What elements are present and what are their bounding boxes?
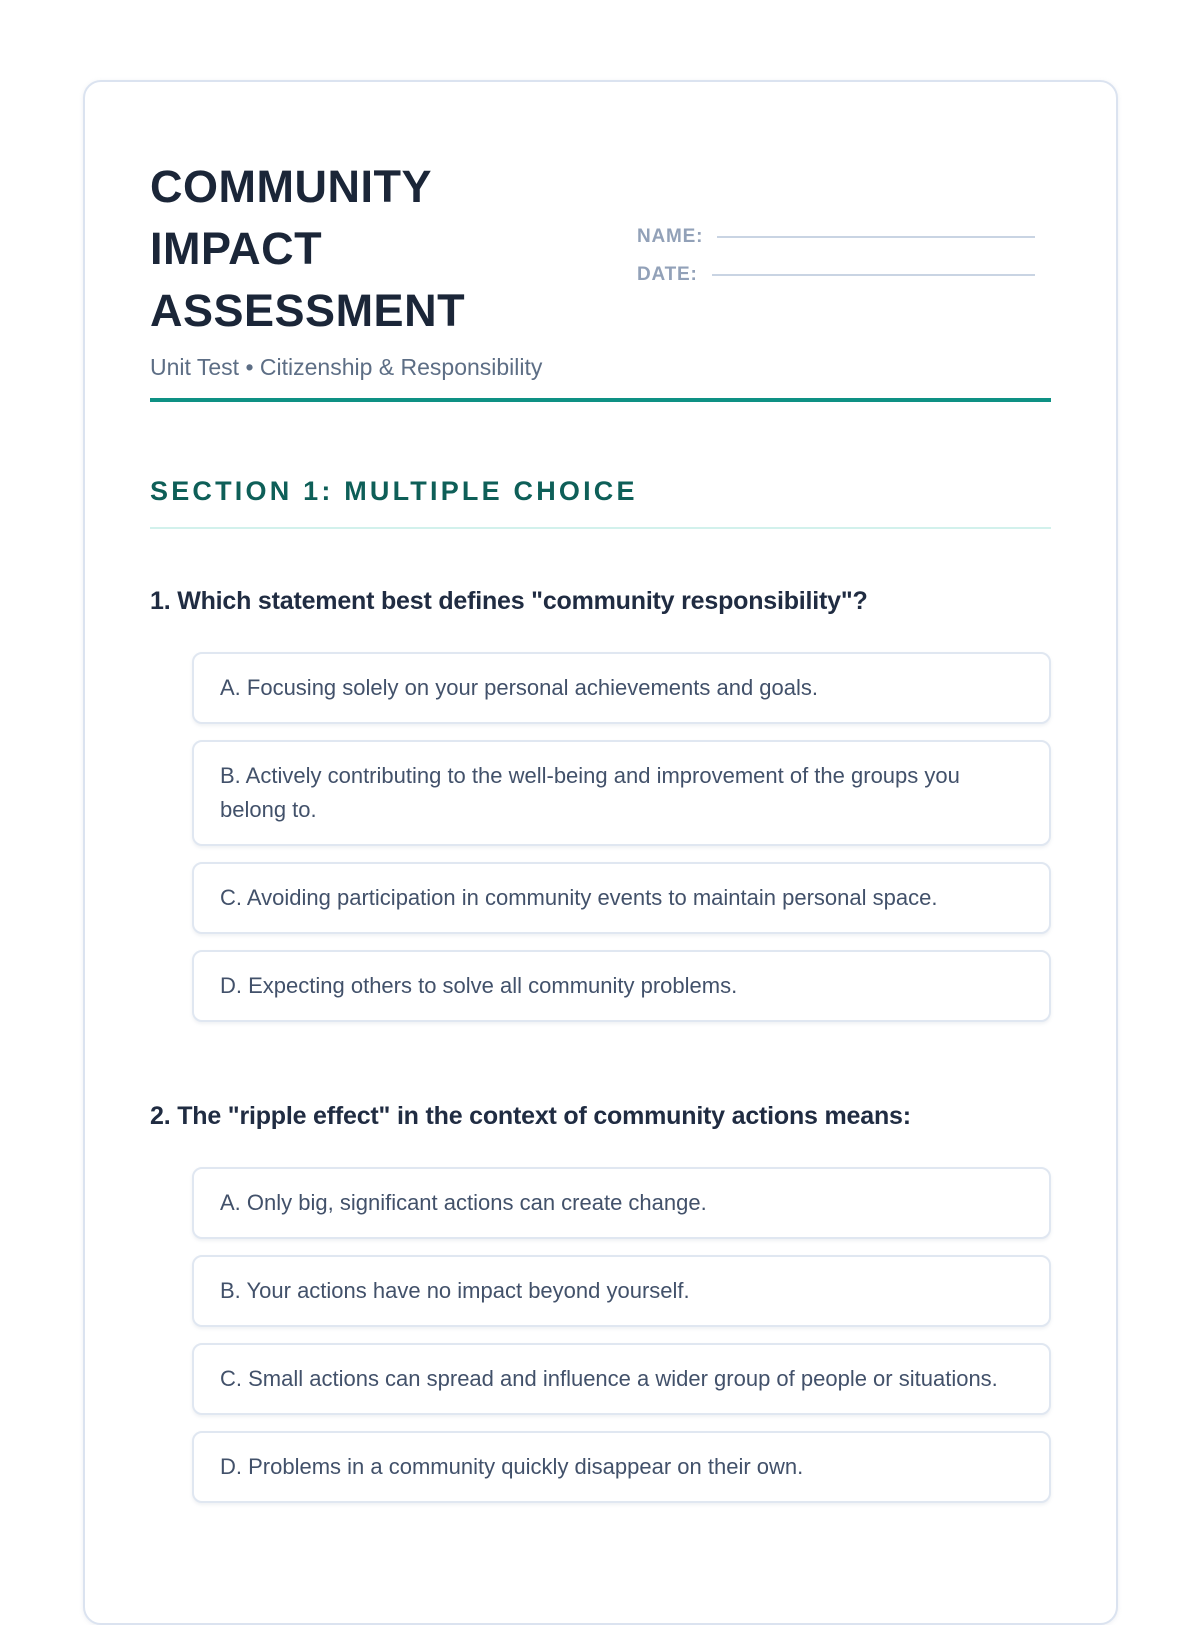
- date-label: DATE:: [637, 264, 698, 285]
- name-field-row: [637, 224, 1035, 250]
- question-title: 1. Which statement best defines "community responsibility"?: [150, 587, 868, 615]
- header-divider: [150, 398, 1051, 402]
- question-block: [150, 587, 1051, 1022]
- section-underline: [150, 527, 1051, 529]
- answer-option[interactable]: A. Only big, significant actions can create change.: [192, 1167, 1051, 1239]
- answer-option[interactable]: D. Expecting others to solve all community problems.: [192, 950, 1051, 1022]
- page-subtitle: Unit Test • Citizenship & Responsibility: [150, 354, 543, 380]
- date-input-line[interactable]: [712, 274, 1035, 276]
- answer-option[interactable]: B. Actively contributing to the well-being and improvement of the groups you belong to.: [192, 740, 1051, 846]
- answer-option[interactable]: D. Problems in a community quickly disappear on their own.: [192, 1431, 1051, 1503]
- date-field-row: [637, 262, 1035, 288]
- options-list: [192, 1167, 1051, 1503]
- question-block: [150, 1102, 1051, 1503]
- title-block: [150, 156, 610, 382]
- worksheet-card: [83, 80, 1118, 1625]
- name-date-block: [637, 156, 1035, 300]
- answer-option[interactable]: A. Focusing solely on your personal achievements and goals.: [192, 652, 1051, 724]
- question-title: 2. The "ripple effect" in the context of community actions means:: [150, 1102, 911, 1130]
- section-title: SECTION 1: MULTIPLE CHOICE: [150, 476, 638, 506]
- options-list: [192, 652, 1051, 1022]
- questions-section: [150, 587, 1051, 1503]
- page-title: COMMUNITY IMPACT ASSESSMENT: [150, 161, 466, 336]
- worksheet-header: [150, 156, 1051, 382]
- answer-option[interactable]: B. Your actions have no impact beyond yourself.: [192, 1255, 1051, 1327]
- answer-option[interactable]: C. Avoiding participation in community events to maintain personal space.: [192, 862, 1051, 934]
- name-label: NAME:: [637, 226, 704, 247]
- name-input-line[interactable]: [717, 236, 1035, 238]
- answer-option[interactable]: C. Small actions can spread and influence a wider group of people or situations.: [192, 1343, 1051, 1415]
